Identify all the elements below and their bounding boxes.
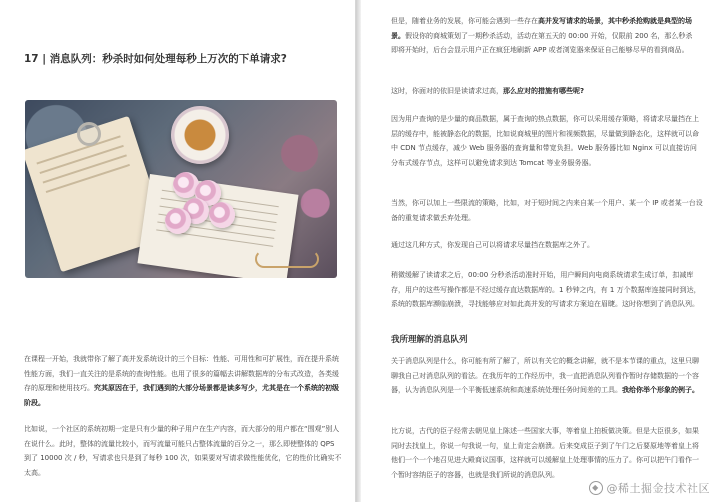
rate-limit-paragraph: 当然，你可以加上一些限流的策略，比如，对于短时间之内来自某一个用户、某一个 IP 或者某一台设备的重复请求做丢弃处理。 — [391, 199, 703, 222]
question-emphasis: 那么应对的措施有哪些呢? — [503, 87, 585, 95]
mq-concept-text: 关于消息队列是什么，你可能有所了解了，所以有关它的概念讲解，就不是本节课的重点，这里只聊聊我自己对消息队列的看法。在我历年的工作经历中，我一直把消息队列看作暂时存储数据的一个容器，认为消息队列是一个平衡低速系统和高速系统处理任务时间差的工具。 — [391, 357, 699, 394]
mq-concept-emphasis: 我给你举个形象的例子。 — [622, 386, 699, 394]
section-heading: 我所理解的消息队列 — [391, 335, 468, 345]
flash-sale-emphasis: 高并发写请求的场景，其中秒杀抢购就是典型的场景。 — [391, 17, 692, 40]
watermark-text: @稀土掘金技术社区 — [606, 482, 710, 495]
write-pressure-paragraph: 稍微缓解了读请求之后，00:00 分秒杀活动准时开始，用户瞬间向电商系统请求生成订单，扣减库存，用户的这些写操作都是不经过缓存直达数据库的。1 秒钟之内，有 1 万个数据库连接同时到达，系统的数据库濒临崩溃，寻找能够应对如此高并发的写请求方案迫在眉睫。这时你想到了消息队列。 — [391, 271, 701, 308]
intro-text: 在课程一开始，我就带你了解了高并发系统设计的三个目标：性能、可用性和可扩展性，而在提升系统性能方面，我们一直关注的是系统的查询性能。也用了很多的篇幅去讲解数据库的分布式改造，各类缓存的原理和使用技巧。 — [24, 355, 339, 392]
photo-tea-cup — [171, 106, 229, 164]
chapter-cover-photo — [25, 100, 337, 278]
analogy-paragraph: 比方说，古代的臣子经常去朝见皇上陈述一些国家大事，等着皇上拍板做决策。但是大臣很多，如果同时去找皇上，你说一句我说一句，皇上肯定会崩溃。后来变成臣子到了午门之后要原地等着皇上将他们一个一个地召见进大殿商议国事，这样就可以缓解皇上处理事情的压力了。你可以把午门看作一个暂时容纳臣子的容器，也就是我们所说的消息队列。 — [391, 427, 699, 479]
right-page — [361, 0, 720, 502]
photo-glasses — [255, 250, 319, 268]
question-paragraph — [391, 84, 699, 99]
watermark — [589, 480, 711, 496]
juejin-logo-icon: ◆ — [589, 481, 603, 495]
flash-sale-text-a: 但是，随着业务的发展，你可能会遇到一些存在 — [391, 17, 538, 25]
intro-emphasis: 究其原因在于，我们遇到的大部分场景都是读多写少，尤其是在一个系统的初级阶段。 — [24, 384, 339, 407]
photo-tea-strainer — [77, 122, 101, 146]
flash-sale-text-c: 假设你的商城策划了一期秒杀活动，活动在第五天的 00:00 开始，仅限前 200 名，那么秒杀即将开始时，后台会显示用户正在疯狂地刷新 APP 或者浏览器来保证自己能够尽早的看到商品。 — [391, 31, 693, 54]
chapter-title: 17 | 消息队列：秒杀时如何处理每秒上万次的下单请求? — [24, 53, 287, 65]
question-text: 这时，你面对的依旧是读请求过高， — [391, 87, 503, 95]
summary-paragraph: 通过这几种方式，你发现自己可以将请求尽量挡在数据库之外了。 — [391, 241, 594, 249]
cache-strategy-paragraph: 因为用户查询的是少量的商品数据，属于查询的热点数据，你可以采用缓存策略，将请求尽量挡在上层的缓存中，能被静态化的数据，比如说商城里的图片和视频数据，尽量做到静态化，这样就可以命中 CDN 节点缓存，减少 Web 服务器的查询量和带宽负担。Web 服务器比如 Nginx 可以直接访问分布式缓存节点，这样可以避免请求到达 Tomcat 等业务服务器。 — [391, 115, 699, 167]
photo-meringue — [209, 202, 235, 228]
mq-concept-paragraph — [391, 354, 703, 398]
flash-sale-paragraph — [391, 14, 699, 58]
left-page — [0, 0, 356, 502]
intro-paragraph — [24, 352, 342, 410]
photo-meringue — [165, 208, 191, 234]
community-example-paragraph: 比如说，一个社区的系统初期一定是只有少量的种子用户在生产内容，而大部分的用户都在“围观”别人在说什么。此时，整体的流量比较小，而写流量可能只占整体流量的百分之一，那么即使整体的 QPS 到了 10000 次 / 秒，写请求也只是到了每秒 100 次，如果要对写请求做性能优化，它的性价比确实不太高。 — [24, 425, 342, 477]
